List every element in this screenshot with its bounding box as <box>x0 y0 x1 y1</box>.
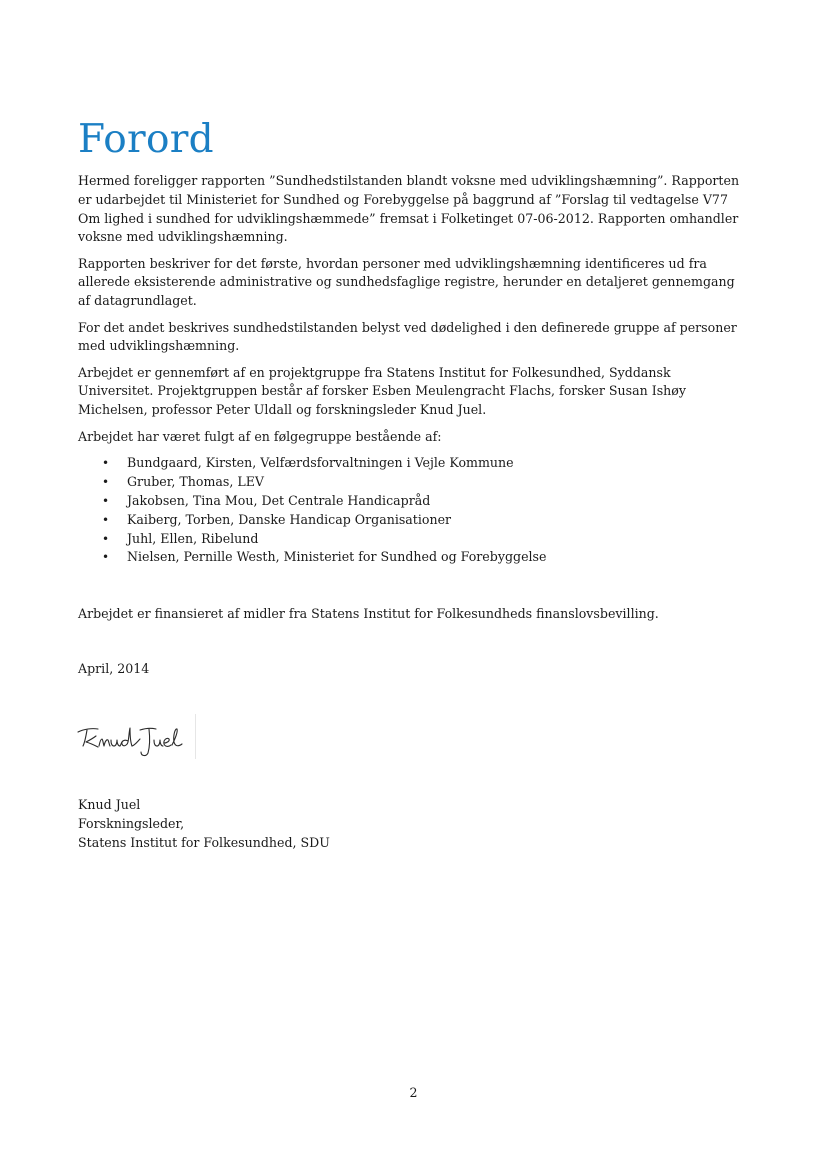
bullet-icon: • <box>102 531 110 546</box>
bullet-icon: • <box>102 550 110 565</box>
bullet-icon: • <box>102 512 110 527</box>
financing-note: Arbejdet er finansieret af midler fra Statens Institut for Folkesundheds finanslovsbevilling. <box>78 606 659 621</box>
member-label: Jakobsen, Tina Mou, Det Centrale Handicapråd <box>127 492 431 508</box>
signer-name: Knud Juel <box>78 797 141 812</box>
member-label: Gruber, Thomas, LEV <box>127 474 265 490</box>
page-title: Forord <box>78 117 214 162</box>
bullet-icon: • <box>102 456 110 471</box>
foreword-body <box>78 172 746 567</box>
member-label: Bundgaard, Kirsten, Velfærdsforvaltningen i Vejle Kommune <box>127 455 514 471</box>
list-item <box>78 473 746 492</box>
list-item <box>78 548 746 567</box>
signature-divider <box>195 714 196 759</box>
bullet-icon: • <box>102 475 110 490</box>
paragraph-follow-group-intro: Arbejdet har været fulgt af en følgegruppe bestående af: <box>78 428 442 444</box>
member-label: Juhl, Ellen, Ribelund <box>127 530 259 546</box>
follow-group-list <box>78 454 746 567</box>
paragraph-intro: Hermed foreligger rapporten ”Sundhedstilstanden blandt voksne med udviklingshæmning”. Rapporten er udarbejdet til Ministeriet for Sundhed og Forebyggelse på baggrund af ”Forslag til vedtagelse V77 Om lighed i sundhed for udviklingshæmmede” fremsat i Folketinget 07-06-2012. Rapporten omhandler voksne med udviklingshæmning. <box>78 173 740 245</box>
member-label: Nielsen, Pernille Westh, Ministeriet for Sundhed og Forebyggelse <box>127 549 547 565</box>
list-item <box>78 511 746 530</box>
paragraph-project-group: Arbejdet er gennemført af en projektgruppe fra Statens Institut for Folkesundhed, Syddansk Universitet. Projektgruppen består af forsker Esben Meulengracht Flachs, forsker Susan Ishøy Michelsen, professor Peter Uldall og forskningsleder Knud Juel. <box>78 364 686 418</box>
document-date: April, 2014 <box>78 661 150 676</box>
handwritten-signature <box>74 712 200 762</box>
list-item <box>78 454 746 473</box>
signer-title: Forskningsleder, <box>78 815 185 831</box>
paragraph-health-status: For det andet beskrives sundhedstilstanden belyst ved dødelighed i den definerede gruppe af personer med udviklingshæmning. <box>78 319 737 354</box>
signer-institution: Statens Institut for Folkesundhed, SDU <box>78 834 330 850</box>
list-item <box>78 530 746 549</box>
bullet-icon: • <box>102 493 110 508</box>
paragraph-identification: Rapporten beskriver for det første, hvordan personer med udviklingshæmning identificeres ud fra allerede eksisterende administrative og sundhedsfaglige registre, herunder en detaljeret gennemgang af datagrundlaget. <box>78 255 735 309</box>
page-number: 2 <box>409 1085 418 1100</box>
list-item <box>78 492 746 511</box>
signoff-block <box>78 796 330 852</box>
member-label: Kaiberg, Torben, Danske Handicap Organisationer <box>127 511 452 527</box>
